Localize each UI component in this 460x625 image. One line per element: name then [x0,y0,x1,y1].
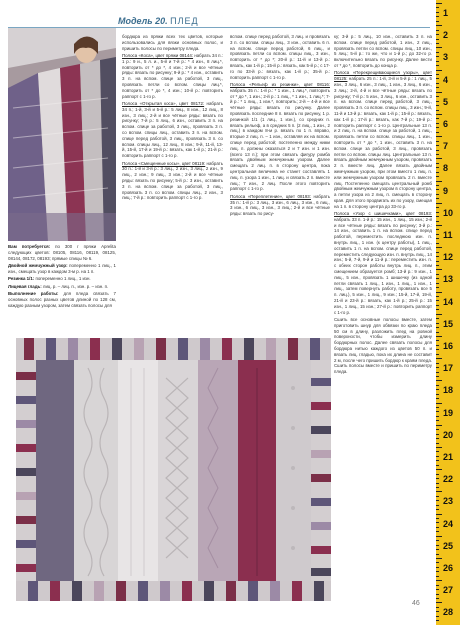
ruler-tick [436,30,439,31]
ruler-tick [436,562,439,563]
ruler-tick [436,176,439,177]
blanket-photo-draped [8,28,116,241]
ruler-tick [436,380,442,381]
model-name: ПЛЕД [170,16,199,26]
instructions-text: для пледа связать 7 основных полос разных цветов длиной по 128 см, каждую разным узором, затем связать полосы для [8,290,116,308]
ruler-tick [436,456,439,457]
ruler-tick [436,518,439,519]
ruler-tick [436,221,439,222]
ruler-tick [436,509,439,510]
ruler-label: 13 [443,274,454,285]
text-column-3 [230,34,330,329]
ruler-tick [436,447,442,448]
ruler-tick [436,127,439,128]
ruler-label: 23 [443,496,454,507]
ruler-tick [436,238,439,239]
ruler-tick [436,416,439,417]
ruler-tick [436,571,439,572]
ruler-tick [436,527,439,528]
ruler-tick [436,345,439,346]
ruler-tick [436,283,439,284]
ruler-tick [436,607,439,608]
stripe-open-cable-heading: Полоса «Открытая коса», цвет 08172: [122,100,205,106]
ruler-tick [436,101,439,102]
ruler-tick [436,229,439,230]
ruler-tick [436,500,439,501]
col2-intro: бордюра из пряжи всех тех цветов, которые использовались для вязки основных полос, и пришить полосы по периметру пледа. [122,34,223,51]
ruler-label: 11 [443,230,453,240]
ruler-label: 4 [443,74,449,85]
ruler-tick [436,212,439,213]
ruler-tick [436,167,439,168]
ruler-tick [436,549,439,550]
ruler-tick [436,514,442,515]
ruler-tick [436,407,439,408]
ruler-label: 14 [443,296,454,307]
stockinette-text: лиц. р. – лиц. п., изн. р. – изн. п. [42,283,109,289]
ruler-tick [436,474,439,475]
double-moss-text: попеременно 1 лиц., 1 изн., смещать узор в каждом 3-м р. на 1 п. [8,262,116,274]
rib-label: Резинка 1/1: [8,276,35,282]
ruler-tick [436,287,439,288]
ruler-tick [436,150,439,151]
ruler-tick [436,12,439,13]
ruler-tick [436,252,439,253]
ruler-tick [436,420,439,421]
ruler-tick [436,332,439,333]
ruler-label: 19 [443,407,454,418]
ruler-tick [436,403,442,404]
ruler-tick [436,16,439,17]
ruler-label: 27 [443,585,454,596]
ruler-tick [436,540,439,541]
ruler-tick [436,554,439,555]
ruler-tick [436,478,439,479]
ruler-tick [436,558,442,559]
ruler-tick [436,194,439,195]
ruler-tick [436,460,439,461]
model-title [118,16,199,26]
ruler-tick [436,323,439,324]
ruler-tick [436,145,439,146]
ruler-tick [436,136,442,137]
ruler-tick [436,189,439,190]
stripe-crossing-text: набрать 25 п.: 1-й, 3-й и 5-й р.: 1 лиц., 5 изн., 3 лиц., 6 изн., 3 лиц., 1 изн., 3 лиц., 6 изн., 3 лиц.; 2-й, 4-й и все чётные ряды: вязать по рисунку; 7-й р.: 5 изн., 3 лиц., 6 изн., оставить 3 п. на вспом. спице перед работой, 3 лиц., провязать 3 п. со вспом. спицы лиц., 3 изн.; 9-й, 11-й и 13-й р.: вязать, как 1-й р.; 15-й р.: вязать, как 1-й р.; 17-й р.: вязать, как 7-й р.; 19-й р.: повторить раппорт с 1-го р. Центральные 13 п. и 2 лиц. п. на вспом. спице за работой, 1 лиц., провязать петли со вспом. спицы лиц., 1 изн., повторить от * до *, 1 изн., оставить 3 п. на вспом. спице за работой, 3 лиц., провязать петли со вспом. спицы лиц. Центральные 13 п. вязать двойным жемчужным узором, провязать 2 п. вместе лиц. Далее вязать двойным жемчужным узором, при этом вместо 1 лиц. п. или жемчужным узором провязать 2 п. вместе лиц. Постепенно смещать центральный ромб двойным жемчужным узором в сторону центра, а петли узора из 2 лиц. п. смещать в сторону края. Для этого продвигать их по узору, смещая на 1 п. в сторону центра до 33-го р. [334,76,432,209]
ruler-label: 7 [443,141,449,152]
ruler-tick [436,198,439,199]
ruler-tick [436,274,439,275]
ruler-tick [436,65,439,66]
ruler-tick [436,314,442,315]
flat-blanket-illustration [16,338,331,601]
border-stripes-bottom [16,581,331,601]
ruler-label: 8 [443,163,449,174]
ruler-tick [436,154,439,155]
ruler-tick [436,243,439,244]
ruler-tick [436,172,439,173]
ruler-label: 5 [443,96,449,107]
ruler-tick [436,87,439,88]
ruler-tick [436,340,439,341]
stripe-rib-relief-heading: Полоса «Рельеф из резинки», цвет 08116: [230,81,330,87]
ruler-label: 6 [443,119,449,129]
ruler-tick [436,74,439,75]
stripe-interlace-text: набрать 35 п.: 1-й р.: 3 лиц., 3 изн., 6 лиц., 3 изн., 6 лиц., 3 изн., 6 лиц., 3 изн., 3 лиц.; 2-й и все чётные ряды: вязать по рису- [230,193,330,217]
ruler-tick [436,225,442,226]
ruler-tick [436,92,442,93]
stripe-shifted-cables-heading: Полоса «Смещенные косы», цвет 08119: [122,160,206,166]
ruler-tick [436,536,442,537]
ruler-tick [436,181,442,182]
ruler-tick [436,158,442,159]
ruler-tick [436,598,439,599]
ruler-tick [436,292,442,293]
stripe-shifted-cables-text: набрать 30 п.: 1-й и 3-й р.: 3 лиц., 2 изн., 3 лиц., 2 изн., 9 лиц., 2 изн.; 9 лиц., 3 изн.; 2-й и все чётные ряды: вязать по рисунку; 5-й р.: 3 изн., оставить 3 п. на вспом. спице за работой, 3 лиц., провязать 3 п. со вспом. спицы лиц., 2 изн., 3 лиц.; 7-й р.: повторить раппорт с 1-го р. [122,160,223,201]
ruler-tick [436,96,439,97]
stripe-cable-heading: Полоса «Коса», цвет пряжи 08144: [122,52,194,58]
ruler-tick [436,616,439,617]
ruler-tick [436,434,439,435]
ruler-tick [436,354,439,355]
ruler-tick [436,438,439,439]
ruler-tick [436,118,439,119]
ruler-tick [436,376,439,377]
rib-text: попеременно 1 лиц., 1 изн. [35,276,91,282]
ruler-tick [436,47,442,48]
ruler-tick [436,394,439,395]
ruler-tick [436,367,439,368]
ruler-tick [436,336,442,337]
ruler-tick [436,389,439,390]
ruler-label: 25 [443,540,454,551]
ruler-tick [436,3,442,4]
ruler-label: 24 [443,518,454,529]
ruler-tick [436,576,439,577]
ruler-tick [436,505,439,506]
ruler-label: 17 [443,363,454,374]
stripe-open-cable-text: набрать 34 п.; 1-й, 3-й и 5-й р.: 5 лиц., 8 изн., 12 лиц., 8 изн., 3 лиц.; 2-й и все чётные ряды: вязать по рисунку; 7-й р.: 5 лиц., 6 изн., оставить 3 п. на вспом. спице за работой, 3 лиц., провязать 3 п. со вспом. спицы лиц., оставить 3 п. на вспом. спице перед работой, 3 лиц., провязать 3 п. со вспом. спицы лиц., 12 лиц., 8 изн.; 9-й, 11-й, 13-й, 15-й, 17-й и 19-й р.: вязать, как 1-й р.; 21-й р.: повторить раппорт с 1-го р. [122,100,223,159]
ruler-tick [436,363,439,364]
ruler-tick [436,496,439,497]
ruler-tick [436,207,439,208]
ruler-tick [436,123,439,124]
ruler-tick [436,483,439,484]
ruler-tick [436,39,439,40]
assembly-text: Сшить все основные полосы вместе, затем приготовить шнур для обвязки по краю пледа 50 см в длину, разложить плед на ровной поверхности, чтобы измерить длину бордюрных полос. Далее связать полосы для бордюра нитью каждого из цветов 50 п. и вязать лиц. гладью, пока их длина не составит 2 м, после чего пришить бордюр к краям пледа. Сшить полосы вместе и пришить по периметру пледа. [334,317,432,375]
ruler-tick [436,61,439,62]
ruler-tick [436,589,439,590]
stripe-cable-text: набрать 34 п.: 1 р.: 9 и., 5 л. и., 5-й и 7-й р.: * 4 изн., 8 лиц.*, повторить от * до *, 4 изн.; 2-й и все чётные ряды: вязать по рисунку; 9-й р.: * 4 изн., оставить 3 п. на вспом. спице за работой, 3 лиц., провязать петли со вспом. спицы лиц.*, повторить от * до *, 4 изн.; 10-й р.: повторить раппорт с 1-го р. [122,52,223,99]
page-number: 46 [412,600,420,607]
ruler-tick [436,78,439,79]
ruler-label: 12 [443,252,454,263]
ruler-tick [436,611,439,612]
draped-blanket-illustration [8,28,116,241]
ruler-label: 2 [443,30,449,41]
stripe-bobble-text: набрать 33 п. 1-й р.: 15 изн., 1 лиц., 15 изн.; 2-й и все чётные ряды: вязать по рисунку; 3-й р.: 14 изн., оставить 1 п. на вспом. спице перед работой, переместить последнюю изн. п. внутрь лиц., 1 изн. (к центру работы), 1 лиц., оставить 1 п. на вспом. спице перед работой, переместить следующую изн. п. внутрь лиц., 14 изн.; 5-й, 7-й, 9-й и 11-й р.: переместить изн. п. с обеих сторон работы внутрь лиц. п., этим смещением образуется ромб; 13-й р.: 9 изн., 1 лиц., 5 изн., провязать 1 шишечку (из одной петли связать 1 лиц., 1 изн., 1 лиц., 1 изн., 1 лиц., затем повернуть работу, провязать все 5 п. лиц.), 5 изн., 1 лиц., 9 изн.; 15-й, 17-й, 19-й, 21-й и 23-й р.: вязать, как 1-й р.; 25-й р.: 15 изн., 1 лиц., 15 изн.; 27-й р.: повторить раппорт с 1-го р. [334,216,432,315]
ruler-tick [436,278,439,279]
border-stripes-top [16,338,331,360]
ruler-tick [436,265,439,266]
ruler-tick [436,349,439,350]
stripe-bobble-heading: Полоса «Узор с шишечками», цвет 08193: [334,211,432,217]
ruler-tick [436,105,439,106]
ruler-tick [436,531,439,532]
ruler-tick [436,327,439,328]
col4-intro: ку; 3-й р.: 5 лиц., 10 изн., оставить 3 п. на вспом. спице перед работой, 1 изн., 2 лиц., провязать петли со вспом. спицы лиц., 10 изн., 5 лиц.; 5-й р.: то же, что и 1-й р.; до 32-го р. включительно вязать по рисунку. Далее вести от * до *, повторить до конца р. [334,34,432,68]
ruler-tick [436,567,439,568]
ruler-tick [436,522,439,523]
ruler-tick [436,83,439,84]
ruler-label: 21 [443,452,454,462]
ruler-tick [436,43,439,44]
ruler-label: 1 [443,8,449,18]
measuring-ruler [436,0,460,625]
ruler-tick [436,21,439,22]
ruler-tick [436,185,439,186]
ruler-tick [436,247,442,248]
text-column-1 [8,244,116,342]
ruler-label: 15 [443,318,454,329]
ruler-tick [436,585,439,586]
ruler-tick [436,203,442,204]
ruler-tick [436,318,439,319]
ruler-tick [436,114,442,115]
ruler-tick [436,269,442,270]
page-header [8,16,430,28]
ruler-tick [436,216,439,217]
stockinette-label: Лицевая гладь: [8,283,42,289]
ruler-tick [436,52,439,53]
ruler-tick [436,620,439,621]
ruler-tick [436,132,439,133]
ruler-tick [436,305,439,306]
ruler-tick [436,300,439,301]
ruler-tick [436,411,439,412]
ruler-tick [436,309,439,310]
materials-text: по 300 г пряжи Aprelita следующих цветов: 08105, 08116, 08119, 08125, 08144, 08172, 08193; прямые спицы № 6. [8,244,116,261]
ruler-tick [436,34,439,35]
ruler-tick [436,234,439,235]
ruler-tick [436,465,439,466]
stripe-interlace-heading: Полоса «Переплетение», цвет 08193: [230,193,311,199]
ruler-tick [436,7,439,8]
ruler-tick [436,358,442,359]
ruler-label: 18 [443,385,454,396]
ruler-tick [436,469,442,470]
ruler-tick [436,261,439,262]
instructions-label: Выполнение работы: [8,290,59,296]
ruler-label: 10 [443,207,454,218]
ruler-tick [436,425,442,426]
model-number: Модель 20. [118,16,168,26]
ruler-tick [436,429,439,430]
ruler-tick [436,602,442,603]
ruler-label: 20 [443,429,454,440]
col3-intro: вспом. спице перед работой, 3 лиц. и провязать 3 п. со вспом. спицы лиц., 3 изн., оставить 6 п. на вспом. спице перед работой, 6 лиц., и провязать петли со вспом. спицы лиц., 3 изн., повторить от * до *; 20-й р.: 11-й и 13-й р.: вязать, как 1-й р.; 15-й р.: вязать, как 5-й р.; с 17-го по 33-й р.: вязать, как 1-й р.; 35-й р.: повторить раппорт с 1-го р. [230,34,330,80]
ruler-tick [436,372,439,373]
ruler-tick [436,385,439,386]
ruler-tick [436,25,442,26]
ruler-tick [436,594,439,595]
text-column-2 [122,34,223,329]
stripe-rib-relief-text: набрать 35 п.: 1-й р.: * 1 изн., 1 лиц.*, повторить от * до *, 1 изн.; 2-й р.: 1 лиц., * 1 изн., 1 лиц.*; 7-й р.: * 1 лиц., 1 изн.*, повторить; 2-й – 4-й и все чётные ряды: вязать по рисунку. Далее провязать последние 8 п. вязать по рисунку, 1 р. резинкой 1/1 (1 лиц., 1 изн.), со средних п. вязать рельеф, а в средних 5 п. (2 лиц., 1 изн., 2 лиц.) в каждом 8-м р. вязать по 1 п. вправо, вторые 2 лиц. п. – 1 изн., оставляя их на вспом. спице перед работой; постепенно между ними лиц. п. должны оказаться 2 и 7 изн. и 1 изн. (всего 13 п.); при этом связать фигуру ромба вязать двойным жемчужным узором. Далее смещать 2 лиц. п. в сторону центра, пока центральная величина не станет составлять 1 лиц. п. узора 1 изн., 1 лиц. и связать 2 п. вместе лиц.; 7 изн., 2 лиц. После этого повторить раппорт с 1-го р. [230,87,330,192]
text-column-4 [334,34,432,606]
ruler-tick [436,451,439,452]
ruler-tick [436,70,442,71]
ruler-label: 9 [443,185,449,196]
ruler-label: 26 [443,563,454,573]
ruler-label: 28 [443,607,454,618]
ruler-tick [436,398,439,399]
ruler-label: 16 [443,341,454,351]
ruler-tick [436,545,439,546]
border-stripes-right [311,360,331,581]
ruler-tick [436,580,442,581]
ruler-label: 22 [443,474,454,485]
ruler-tick [436,443,439,444]
ruler-tick [436,256,439,257]
ruler-tick [436,491,442,492]
ruler-tick [436,110,439,111]
border-stripes-left [16,360,36,581]
materials-label: Вам потребуется: [8,244,51,249]
double-moss-label: Двойной жемчужный узор: [8,262,68,268]
ruler-tick [436,163,439,164]
ruler-tick [436,141,439,142]
blanket-photo-flat [16,338,331,601]
ruler-tick [436,296,439,297]
stripe-crossing-heading: Полоса «Перекрещивающиеся узоры», цвет 08125: [334,70,432,82]
ruler-tick [436,56,439,57]
ruler-tick [436,487,439,488]
ruler-label: 3 [443,52,449,63]
